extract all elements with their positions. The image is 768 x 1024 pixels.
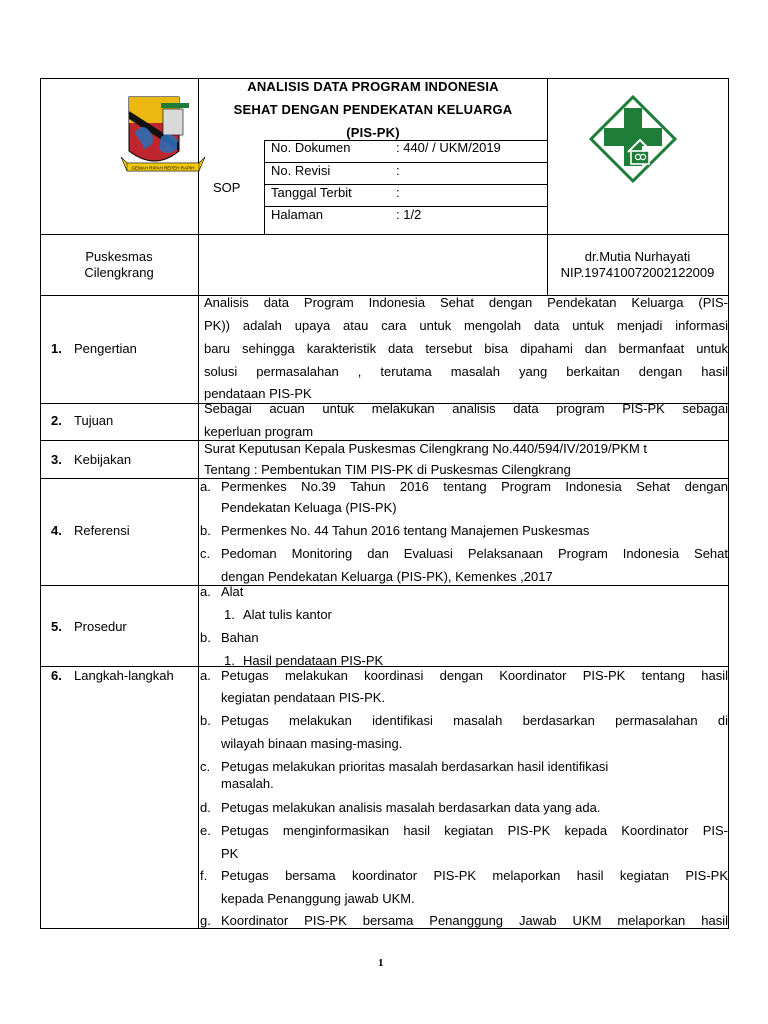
list-marker: a.: [200, 668, 211, 683]
head-name: dr.Mutia Nurhayati: [584, 249, 691, 264]
list-marker: b.: [200, 630, 211, 645]
reference-item: Pendekatan Keluaga (PIS-PK): [221, 500, 397, 515]
step-item: Petugas melakukan identifikasi masalah berdasarkan permasalahan di: [221, 713, 728, 728]
section-2-line: Sebagai acuan untuk melakukan analisis data program PIS-PK sebagai: [204, 401, 728, 416]
list-marker: c.: [200, 759, 211, 774]
list-marker: d.: [200, 800, 211, 815]
procedure-item: Alat: [221, 584, 244, 599]
step-item: PK: [221, 846, 239, 861]
step-item: Petugas bersama koordinator PIS-PK melaporkan hasil kegiatan PIS-PK: [221, 868, 728, 883]
meta-label-halaman: Halaman: [271, 207, 324, 222]
section-3-number: 3.: [51, 452, 62, 467]
procedure-item: Hasil pendataan PIS-PK: [243, 653, 384, 668]
section-1-line: baru sehingga karakteristik data tersebut bisa dipahami dan bermanfaat untuk: [204, 341, 728, 356]
step-item: Koordinator PIS-PK bersama Penanggung Jawab UKM melaporkan hasil: [221, 913, 728, 928]
section-1-number: 1.: [51, 341, 62, 356]
column-divider: [264, 140, 265, 235]
table-row-divider: [40, 585, 729, 586]
meta-value-halaman: : 1/2: [396, 207, 422, 222]
list-marker: f.: [200, 868, 208, 883]
svg-text:GEMAH RIPAH REPEH RAPIH: GEMAH RIPAH REPEH RAPIH: [131, 165, 195, 171]
section-6-number: 6.: [51, 668, 62, 683]
section-1-line: Analisis data Program Indonesia Sehat dengan Pendekatan Keluarga (PIS-: [204, 295, 728, 310]
document-title-line-2: SEHAT DENGAN PENDEKATAN KELUARGA: [233, 102, 513, 117]
section-5-number: 5.: [51, 619, 62, 634]
meta-value-tanggal-terbit: :: [396, 185, 400, 200]
section-4-label: Referensi: [74, 523, 130, 538]
page-number: 1: [378, 957, 384, 969]
puskesmas-name-line-2: Cilengkrang: [84, 265, 154, 280]
table-row-divider: [40, 666, 729, 667]
list-marker: b.: [200, 713, 211, 728]
section-6-label: Langkah-langkah: [74, 668, 174, 683]
list-marker: a.: [200, 479, 211, 494]
meta-label-no-revisi: No. Revisi: [271, 163, 331, 178]
section-2-line: keperluan program: [204, 424, 314, 439]
reference-item: Permenkes No.39 Tahun 2016 tentang Program Indonesia Sehat dengan: [221, 479, 728, 494]
table-border-left: [40, 78, 41, 929]
step-item: Petugas melakukan koordinasi dengan Koordinator PIS-PK tentang hasil: [221, 668, 728, 683]
list-marker: 1.: [224, 607, 235, 622]
step-item: Petugas melakukan prioritas masalah berdasarkan hasil identifikasi: [221, 759, 609, 774]
step-item: wilayah binaan masing-masing.: [221, 736, 403, 751]
table-border-right: [728, 78, 729, 929]
reference-item: dengan Pendekatan Keluarga (PIS-PK), Kemenkes ,2017: [221, 569, 553, 584]
list-marker: 1.: [224, 653, 235, 668]
section-3-label: Kebijakan: [74, 452, 132, 467]
step-item: Petugas melakukan analisis masalah berdasarkan data yang ada.: [221, 800, 601, 815]
meta-value-no-revisi: :: [396, 163, 400, 178]
meta-label-tanggal-terbit: Tanggal Terbit: [271, 185, 352, 200]
reference-item: Permenkes No. 44 Tahun 2016 tentang Manajemen Puskesmas: [221, 523, 590, 538]
section-1-label: Pengertian: [74, 341, 137, 356]
puskesmas-logo: [588, 94, 678, 184]
head-nip: NIP.197410072002122009: [560, 265, 715, 280]
document-title-line-1: ANALISIS DATA PROGRAM INDONESIA: [247, 79, 499, 94]
section-3-line: Surat Keputusan Kepala Puskesmas Cilengkrang No.440/594/IV/2019/PKM t: [204, 441, 647, 456]
table-row-divider: [40, 234, 729, 235]
procedure-item: Alat tulis kantor: [243, 607, 332, 622]
section-2-label: Tujuan: [74, 413, 114, 428]
step-item: masalah.: [221, 776, 274, 791]
sop-label: SOP: [213, 180, 241, 195]
step-item: kepada Penanggung jawab UKM.: [221, 891, 415, 906]
list-marker: a.: [200, 584, 211, 599]
list-marker: e.: [200, 823, 211, 838]
meta-label-no-dokumen: No. Dokumen: [271, 140, 351, 155]
document-title-line-3: (PIS-PK): [346, 125, 400, 140]
puskesmas-name-line-1: Puskesmas: [85, 249, 153, 264]
list-marker: b.: [200, 523, 211, 538]
section-5-label: Prosedur: [74, 619, 127, 634]
meta-value-no-dokumen: : 440/ / UKM/2019: [396, 140, 501, 155]
section-1-line: solusi permasalahan , terutama masalah yang berkaitan dengan hasil: [204, 364, 728, 379]
step-item: Petugas menginformasikan hasil kegiatan PIS-PK kepada Koordinator PIS-: [221, 823, 728, 838]
section-4-number: 4.: [51, 523, 62, 538]
column-divider: [198, 78, 199, 929]
reference-item: Pedoman Monitoring dan Evaluasi Pelaksanaan Program Indonesia Sehat: [221, 546, 728, 561]
section-2-number: 2.: [51, 413, 62, 428]
section-3-line: Tentang : Pembentukan TIM PIS-PK di Puskesmas Cilengkrang: [204, 462, 571, 477]
procedure-item: Bahan: [221, 630, 259, 645]
section-1-line: PK)) adalah upaya atau cara untuk mengolah data untuk menjadi informasi: [204, 318, 728, 333]
regency-crest-logo: [115, 93, 211, 183]
step-item: kegiatan pendataan PIS-PK.: [221, 690, 386, 705]
section-1-line: pendataan PIS-PK: [204, 386, 312, 401]
list-marker: c.: [200, 546, 211, 561]
list-marker: g.: [200, 913, 211, 928]
